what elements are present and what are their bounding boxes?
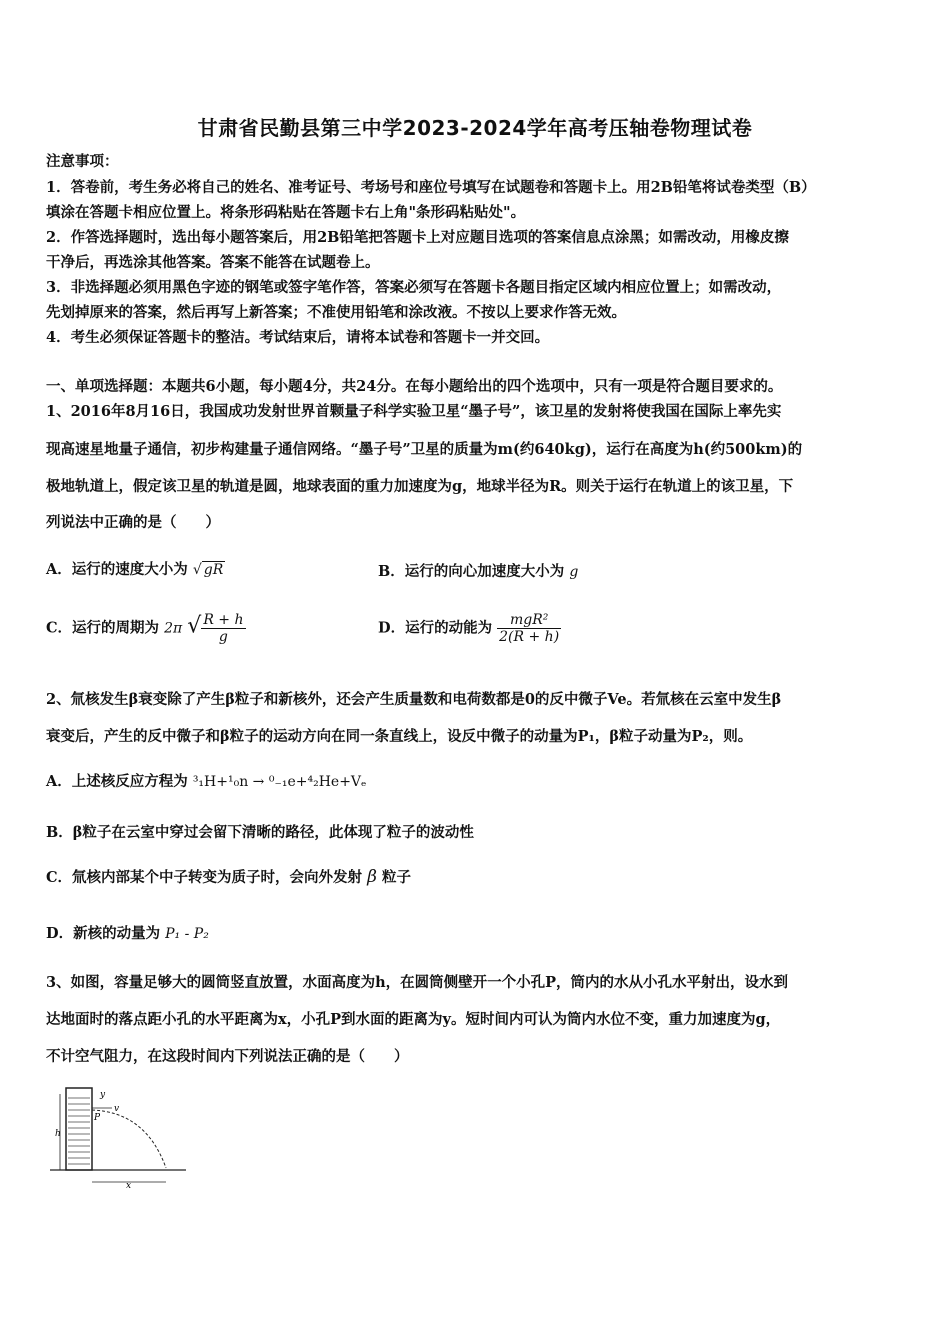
q1-option-c[interactable] [46, 612, 246, 645]
page-title: 甘肃省民勤县第三中学2023-2024学年高考压轴卷物理试卷 [197, 116, 753, 140]
label-p: P [94, 1113, 101, 1123]
q2-option-b[interactable]: B．β粒子在云室中穿过会留下清晰的路径，此体现了粒子的波动性 [46, 824, 474, 841]
cylinder-figure [46, 1080, 196, 1195]
option-label: B．运行的向心加速度大小为 [378, 563, 565, 580]
q1-text: 列说法中正确的是（ ） [46, 514, 220, 531]
q3-text: 不计空气阻力，在这段时间内下列说法正确的是（ ） [46, 1048, 409, 1065]
q1-text: 现高速星地量子通信，初步构建量子通信网络。“墨子号”卫星的质量为m(约640kg)，运行在高度为h(约500km)的 [46, 441, 803, 458]
q1-text: 1、2016年8月16日，我国成功发射世界首颗量子科学实验卫星“墨子号”，该卫星的发射将使我国在国际上率先实 [46, 403, 782, 420]
option-label: C．氚核内部某个中子转变为质子时，会向外发射 [46, 869, 363, 886]
q3-text: 达地面时的落点距小孔的水平距离为x，小孔P到水面的距离为y。短时间内可认为筒内水位不变，重力加速度为g， [46, 1011, 781, 1028]
nuclear-equation: ³₁H+¹₀n → ⁰₋₁e+⁴₂He+Vₑ [192, 774, 367, 790]
label-v: v [114, 1104, 120, 1114]
notice-line: 3．非选择题必须用黑色字迹的钢笔或签字笔作答，答案必须写在答题卡各题目指定区域内相应位置上；如需改动， [46, 279, 782, 296]
label-x: x [126, 1181, 132, 1191]
q2-option-a[interactable] [46, 770, 366, 791]
q2-option-d[interactable] [46, 922, 209, 943]
math-symbol: β [367, 867, 377, 887]
water-hatching [68, 1098, 90, 1164]
notice-line: 填涂在答题卡相应位置上。将条形码粘贴在答题卡右上角"条形码粘贴处"。 [46, 204, 526, 221]
label-y: y [100, 1090, 106, 1100]
q1-text: 极地轨道上，假定该卫星的轨道是圆，地球表面的重力加速度为g，地球半径为R。则关于运行在轨道上的该卫星，下 [46, 478, 794, 495]
sqrt-expression: √ gR [192, 562, 224, 578]
option-tail: 粒子 [382, 869, 411, 886]
notice-line: 干净后，再选涂其他答案。答案不能答在试题卷上。 [46, 254, 380, 271]
q2-text: 衰变后，产生的反中微子和β粒子的运动方向在同一条直线上，设反中微子的动量为P₁，β粒子动量为P₂，则。 [46, 728, 753, 745]
water-trajectory [92, 1110, 166, 1168]
option-label: C．运行的周期为 [46, 619, 160, 637]
radical-sign: √ [187, 613, 202, 639]
option-label: A．上述核反应方程为 [46, 773, 188, 790]
math-expression: g [569, 564, 579, 580]
notice-heading: 注意事项： [46, 153, 119, 170]
option-label: D．新核的动量为 [46, 925, 161, 942]
q3-text: 3、如图，容量足够大的圆筒竖直放置，水面高度为h，在圆筒侧壁开一个小孔P，筒内的水从小孔水平射出，设水到 [46, 974, 789, 991]
option-label: D．运行的动能为 [378, 619, 493, 637]
math-prefix: 2π [164, 620, 183, 637]
q2-option-c[interactable] [46, 866, 411, 887]
option-label: A．运行的速度大小为 [46, 561, 188, 578]
fraction: $\frac{R + h}{g}$ [203, 612, 244, 645]
notice-line: 1．答卷前，考生务必将自己的姓名、准考证号、考场号和座位号填写在试题卷和答题卡上。用2B铅笔将试卷类型（B） [46, 179, 816, 196]
q2-text: 2、氚核发生β衰变除了产生β粒子和新核外，还会产生质量数和电荷数都是0的反中微子Ve。若氚核在云室中发生β [46, 691, 782, 708]
notice-line: 先划掉原来的答案，然后再写上新答案；不准使用铅笔和涂改液。不按以上要求作答无效。 [46, 304, 626, 321]
math-expression: P₁ - P₂ [165, 926, 209, 942]
notice-line: 4．考生必须保证答题卡的整洁。考试结束后，请将本试卷和答题卡一并交回。 [46, 329, 550, 346]
section-heading: 一、单项选择题：本题共6小题，每小题4分，共24分。在每小题给出的四个选项中，只有一项是符合题目要求的。 [46, 378, 783, 395]
notice-line: 2．作答选择题时，选出每小题答案后，用2B铅笔把答题卡上对应题目选项的答案信息点涂黑；如需改动，用橡皮擦 [46, 229, 789, 246]
q1-option-a[interactable] [46, 558, 225, 579]
q1-option-b[interactable] [378, 560, 578, 581]
label-h: h [55, 1129, 61, 1139]
q1-option-d[interactable] [378, 612, 561, 645]
fraction: $\frac{\text{mgR²}}{2(R + h)}$ [499, 612, 560, 645]
